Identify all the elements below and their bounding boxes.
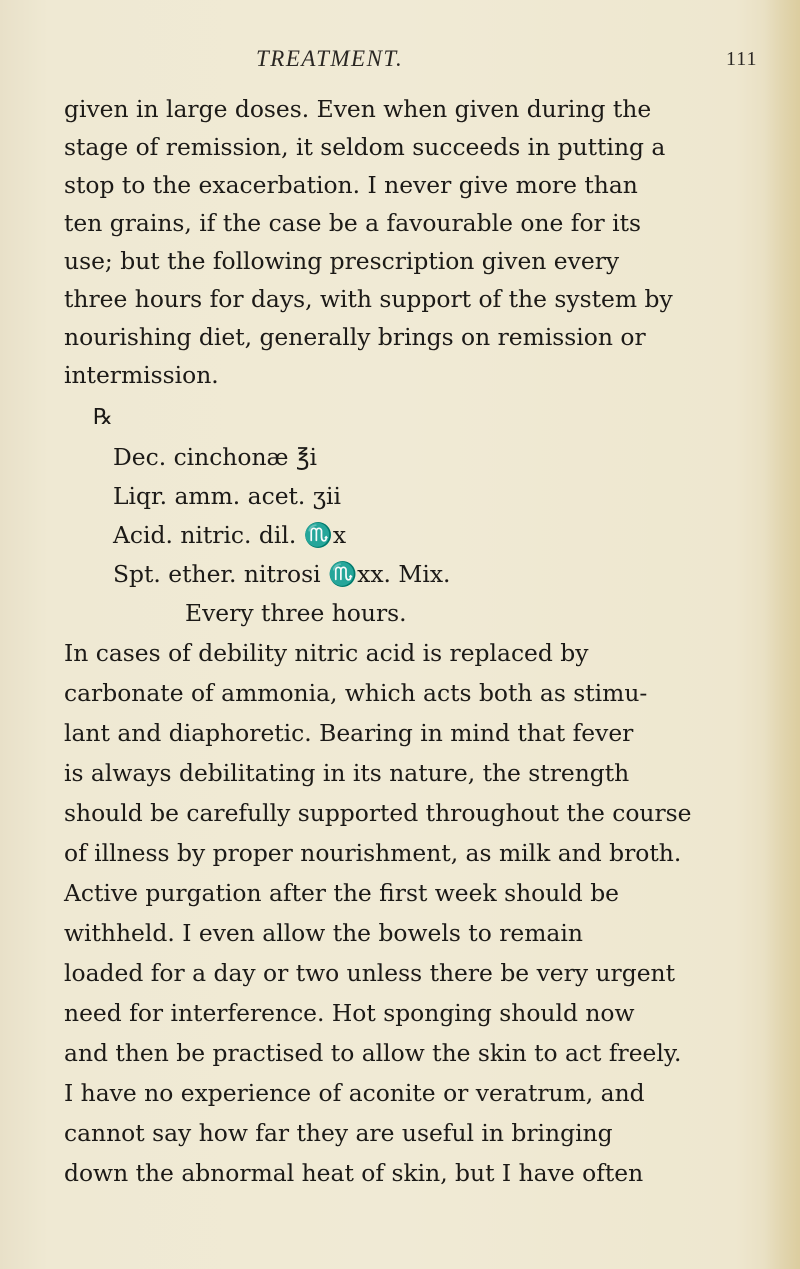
text-line: down the abnormal heat of skin, but I have often [64,1159,644,1187]
text-line: is always debilitating in its nature, the strength [64,759,630,787]
text-line: need for interference. Hot sponging should now [64,999,635,1027]
text-line: given in large doses. Even when given during the [64,95,652,123]
text-line: use; but the following prescription given every [64,247,620,275]
text-line: cannot say how far they are useful in bringing [64,1119,613,1147]
text-line: stop to the exacerbation. I never give more than [64,171,638,199]
text-line: should be carefully supported throughout the course [64,799,692,827]
prescription-item: Liqr. amm. acet. ʒii [113,482,341,510]
text-line: I have no experience of aconite or veratrum, and [64,1079,645,1107]
prescription-item: Dec. cinchonæ ℥i [113,443,317,471]
recipe-symbol: ℞ [93,405,113,430]
running-head: TREATMENT. [256,46,404,71]
text-line: of illness by proper nourishment, as milk and broth. [64,839,682,867]
page-edge-shadow [764,0,800,1269]
text-line: carbonate of ammonia, which acts both as stimu- [64,679,648,707]
page-number: 111 [726,48,758,70]
text-line: lant and diaphoretic. Bearing in mind that fever [64,719,634,747]
text-line: and then be practised to allow the skin to act freely. [64,1039,682,1067]
text-line: stage of remission, it seldom succeeds in putting a [64,133,666,161]
text-line: Active purgation after the first week should be [64,879,620,907]
text-line: three hours for days, with support of the system by [64,285,673,313]
text-line: loaded for a day or two unless there be very urgent [64,959,676,987]
text-line: ten grains, if the case be a favourable one for its [64,209,642,237]
prescription-item: Spt. ether. nitrosi ♏xx. Mix. [113,560,451,588]
text-line: nourishing diet, generally brings on remission or [64,323,646,351]
text-line: In cases of debility nitric acid is replaced by [64,639,589,667]
text-line: intermission. [64,361,219,389]
prescription-direction: Every three hours. [185,599,407,627]
page-header [0,46,800,76]
prescription-item: Acid. nitric. dil. ♏x [113,521,347,549]
text-line: withheld. I even allow the bowels to remain [64,919,583,947]
